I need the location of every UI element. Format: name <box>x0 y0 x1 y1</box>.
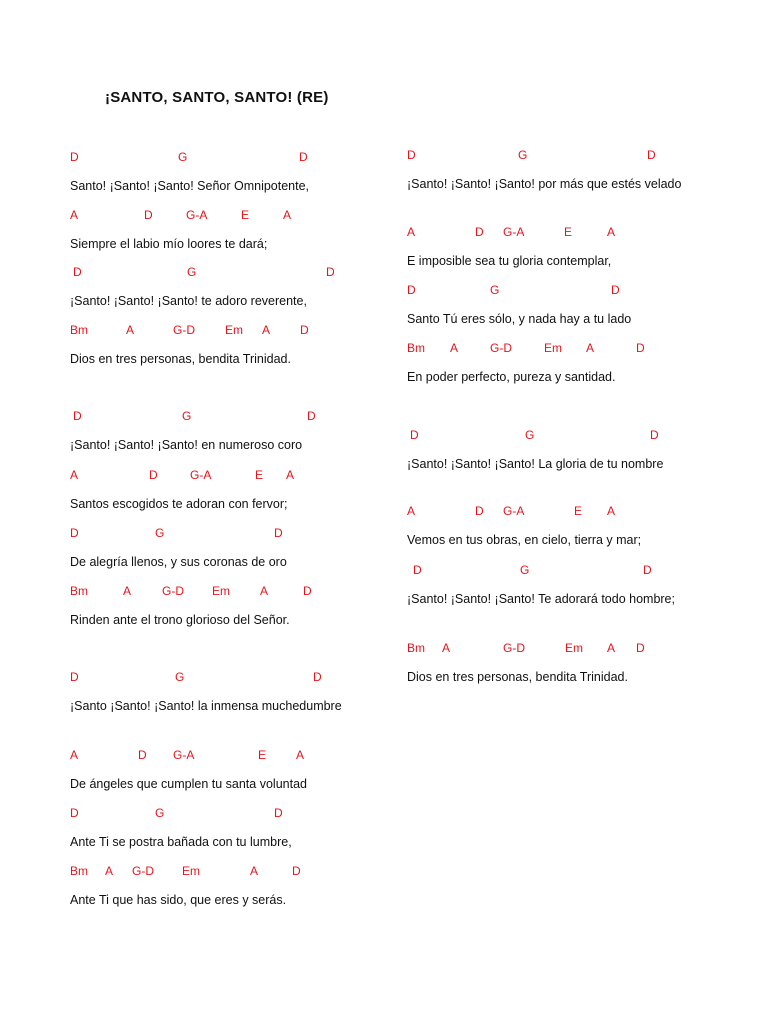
chord: D <box>611 283 620 297</box>
lyric-line: Dios en tres personas, bendita Trinidad. <box>407 670 628 684</box>
chord: G <box>518 148 528 162</box>
lyric-line: De alegría llenos, y sus coronas de oro <box>70 555 287 569</box>
chord: E <box>258 748 267 762</box>
lyric-line: Ante Ti se postra bañada con tu lumbre, <box>70 835 292 849</box>
chord: G-A <box>503 225 525 239</box>
chord-line <box>407 428 697 444</box>
right-column <box>407 0 697 1024</box>
chord: A <box>123 584 132 598</box>
chord: Em <box>565 641 583 655</box>
chord: G <box>490 283 500 297</box>
chord-line <box>70 323 360 339</box>
lyric-line: Vemos en tus obras, en cielo, tierra y mar; <box>407 533 642 547</box>
chord: E <box>574 504 583 518</box>
chord-line <box>70 526 360 542</box>
chord: A <box>70 208 79 222</box>
chord: Bm <box>407 641 425 655</box>
lyric-line: Siempre el labio mío loores te dará; <box>70 237 268 251</box>
chord: D <box>326 265 335 279</box>
chord-line <box>407 283 697 299</box>
chord: Em <box>225 323 243 337</box>
chord: D <box>647 148 656 162</box>
chord: A <box>442 641 451 655</box>
chord: D <box>636 641 645 655</box>
chord: D <box>407 283 416 297</box>
chord: D <box>292 864 301 878</box>
chord: D <box>410 428 419 442</box>
chord: A <box>105 864 114 878</box>
chord-line <box>70 670 360 686</box>
chord: D <box>413 563 422 577</box>
chord: D <box>636 341 645 355</box>
lyric-line: En poder perfecto, pureza y santidad. <box>407 370 616 384</box>
chord: D <box>70 526 79 540</box>
chord: Em <box>182 864 200 878</box>
chord: A <box>250 864 259 878</box>
chord: A <box>286 468 295 482</box>
chord: D <box>138 748 147 762</box>
chord: Bm <box>70 323 88 337</box>
chord: G-D <box>503 641 525 655</box>
chord: D <box>149 468 158 482</box>
chord: Bm <box>70 584 88 598</box>
chord-line <box>70 150 360 166</box>
chord: G <box>155 806 165 820</box>
chord: G-A <box>190 468 212 482</box>
chord: A <box>407 504 416 518</box>
chord-line <box>407 225 697 241</box>
lyric-line: Santo Tú eres sólo, y nada hay a tu lado <box>407 312 632 326</box>
chord: D <box>70 806 79 820</box>
lyric-line: ¡Santo! ¡Santo! ¡Santo! por más que estés velado <box>407 177 682 191</box>
chord-line <box>70 409 360 425</box>
chord: A <box>283 208 292 222</box>
chord: D <box>407 148 416 162</box>
chord: G <box>520 563 530 577</box>
chord: G-D <box>490 341 512 355</box>
chord: D <box>307 409 316 423</box>
chord: D <box>299 150 308 164</box>
lyric-line: ¡Santo! ¡Santo! ¡Santo! Te adorará todo hombre; <box>407 592 675 606</box>
chord-line <box>70 208 360 224</box>
chord: D <box>303 584 312 598</box>
chord-line <box>407 148 697 164</box>
chord: D <box>300 323 309 337</box>
chord: A <box>70 468 79 482</box>
chord: Em <box>212 584 230 598</box>
chord: D <box>73 409 82 423</box>
chord: D <box>70 150 79 164</box>
chord: G <box>187 265 197 279</box>
chord: D <box>274 806 283 820</box>
chord: A <box>260 584 269 598</box>
chord-line <box>70 864 360 880</box>
chord: D <box>643 563 652 577</box>
chord: A <box>607 504 616 518</box>
chord: G-A <box>173 748 195 762</box>
chord: A <box>126 323 135 337</box>
chord-line <box>70 806 360 822</box>
lyric-line: Ante Ti que has sido, que eres y serás. <box>70 893 287 907</box>
chord: D <box>650 428 659 442</box>
chord: G-D <box>132 864 154 878</box>
chord: A <box>70 748 79 762</box>
lyric-line: Dios en tres personas, bendita Trinidad. <box>70 352 291 366</box>
chord-line <box>70 265 360 281</box>
chord: Em <box>544 341 562 355</box>
chord: E <box>564 225 573 239</box>
lyric-line: ¡Santo! ¡Santo! ¡Santo! en numeroso coro <box>70 438 303 452</box>
chord: Bm <box>70 864 88 878</box>
chord: Bm <box>407 341 425 355</box>
chord: G <box>182 409 192 423</box>
chord: D <box>144 208 153 222</box>
chord: D <box>475 504 484 518</box>
chord-line <box>407 563 697 579</box>
lyric-line: ¡Santo! ¡Santo! ¡Santo! te adoro reverente, <box>70 294 307 308</box>
song-title: ¡SANTO, SANTO, SANTO! (RE) <box>105 89 329 106</box>
chord: G-D <box>162 584 184 598</box>
chord: D <box>73 265 82 279</box>
chord: G-D <box>173 323 195 337</box>
chord-line <box>407 341 697 357</box>
chord: G-A <box>503 504 525 518</box>
chord-line <box>70 468 360 484</box>
chord: G <box>175 670 185 684</box>
chord: D <box>313 670 322 684</box>
chord-line <box>70 584 360 600</box>
lyric-line: Santo! ¡Santo! ¡Santo! Señor Omnipotente, <box>70 179 310 193</box>
chord: G <box>155 526 165 540</box>
lyric-line: E imposible sea tu gloria contemplar, <box>407 254 612 268</box>
lyric-line: ¡Santo ¡Santo! ¡Santo! la inmensa muchedumbre <box>70 699 342 713</box>
chord: E <box>255 468 264 482</box>
chord: D <box>70 670 79 684</box>
chord: G <box>525 428 535 442</box>
lyric-line: De ángeles que cumplen tu santa voluntad <box>70 777 307 791</box>
lyric-line: Santos escogidos te adoran con fervor; <box>70 497 288 511</box>
chord: A <box>296 748 305 762</box>
chord: G <box>178 150 188 164</box>
chord: A <box>262 323 271 337</box>
chord-line <box>407 504 697 520</box>
chord: A <box>607 225 616 239</box>
chord: A <box>607 641 616 655</box>
chord: G-A <box>186 208 208 222</box>
chord: A <box>586 341 595 355</box>
lyric-line: Rinden ante el trono glorioso del Señor. <box>70 613 290 627</box>
chord: A <box>450 341 459 355</box>
chord: E <box>241 208 250 222</box>
left-column <box>70 0 360 1024</box>
chord-line <box>70 748 360 764</box>
chord: A <box>407 225 416 239</box>
lyric-line: ¡Santo! ¡Santo! ¡Santo! La gloria de tu nombre <box>407 457 664 471</box>
chord: D <box>475 225 484 239</box>
chord: D <box>274 526 283 540</box>
chord-line <box>407 641 697 657</box>
